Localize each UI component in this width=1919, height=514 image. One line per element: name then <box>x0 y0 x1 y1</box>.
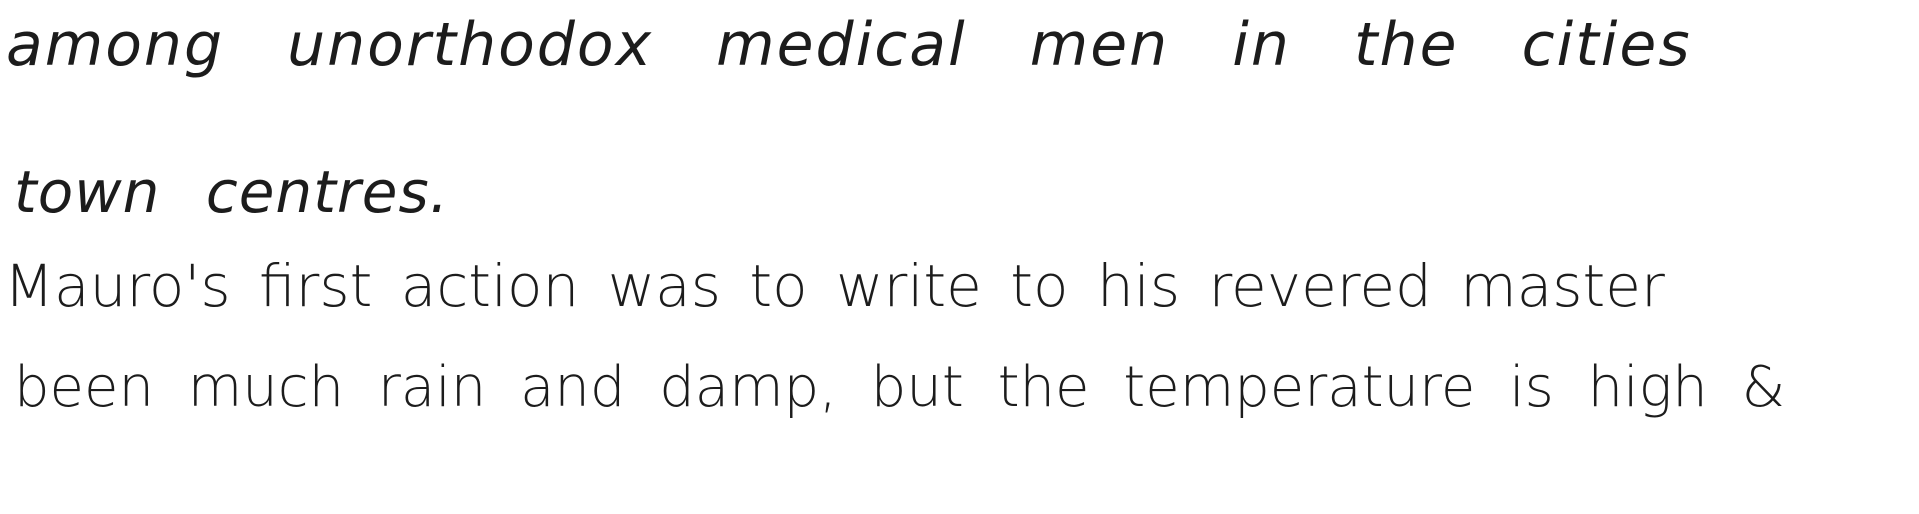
handwritten-line-2: town centres. <box>14 158 450 226</box>
handwritten-line-4: been much rain and damp, but the temperature is high & <box>14 355 1786 420</box>
handwritten-line-3: Mauro's first action was to write to his revered master <box>4 252 1665 320</box>
handwritten-line-1: among unorthodox medical men in the cities <box>6 10 1692 80</box>
